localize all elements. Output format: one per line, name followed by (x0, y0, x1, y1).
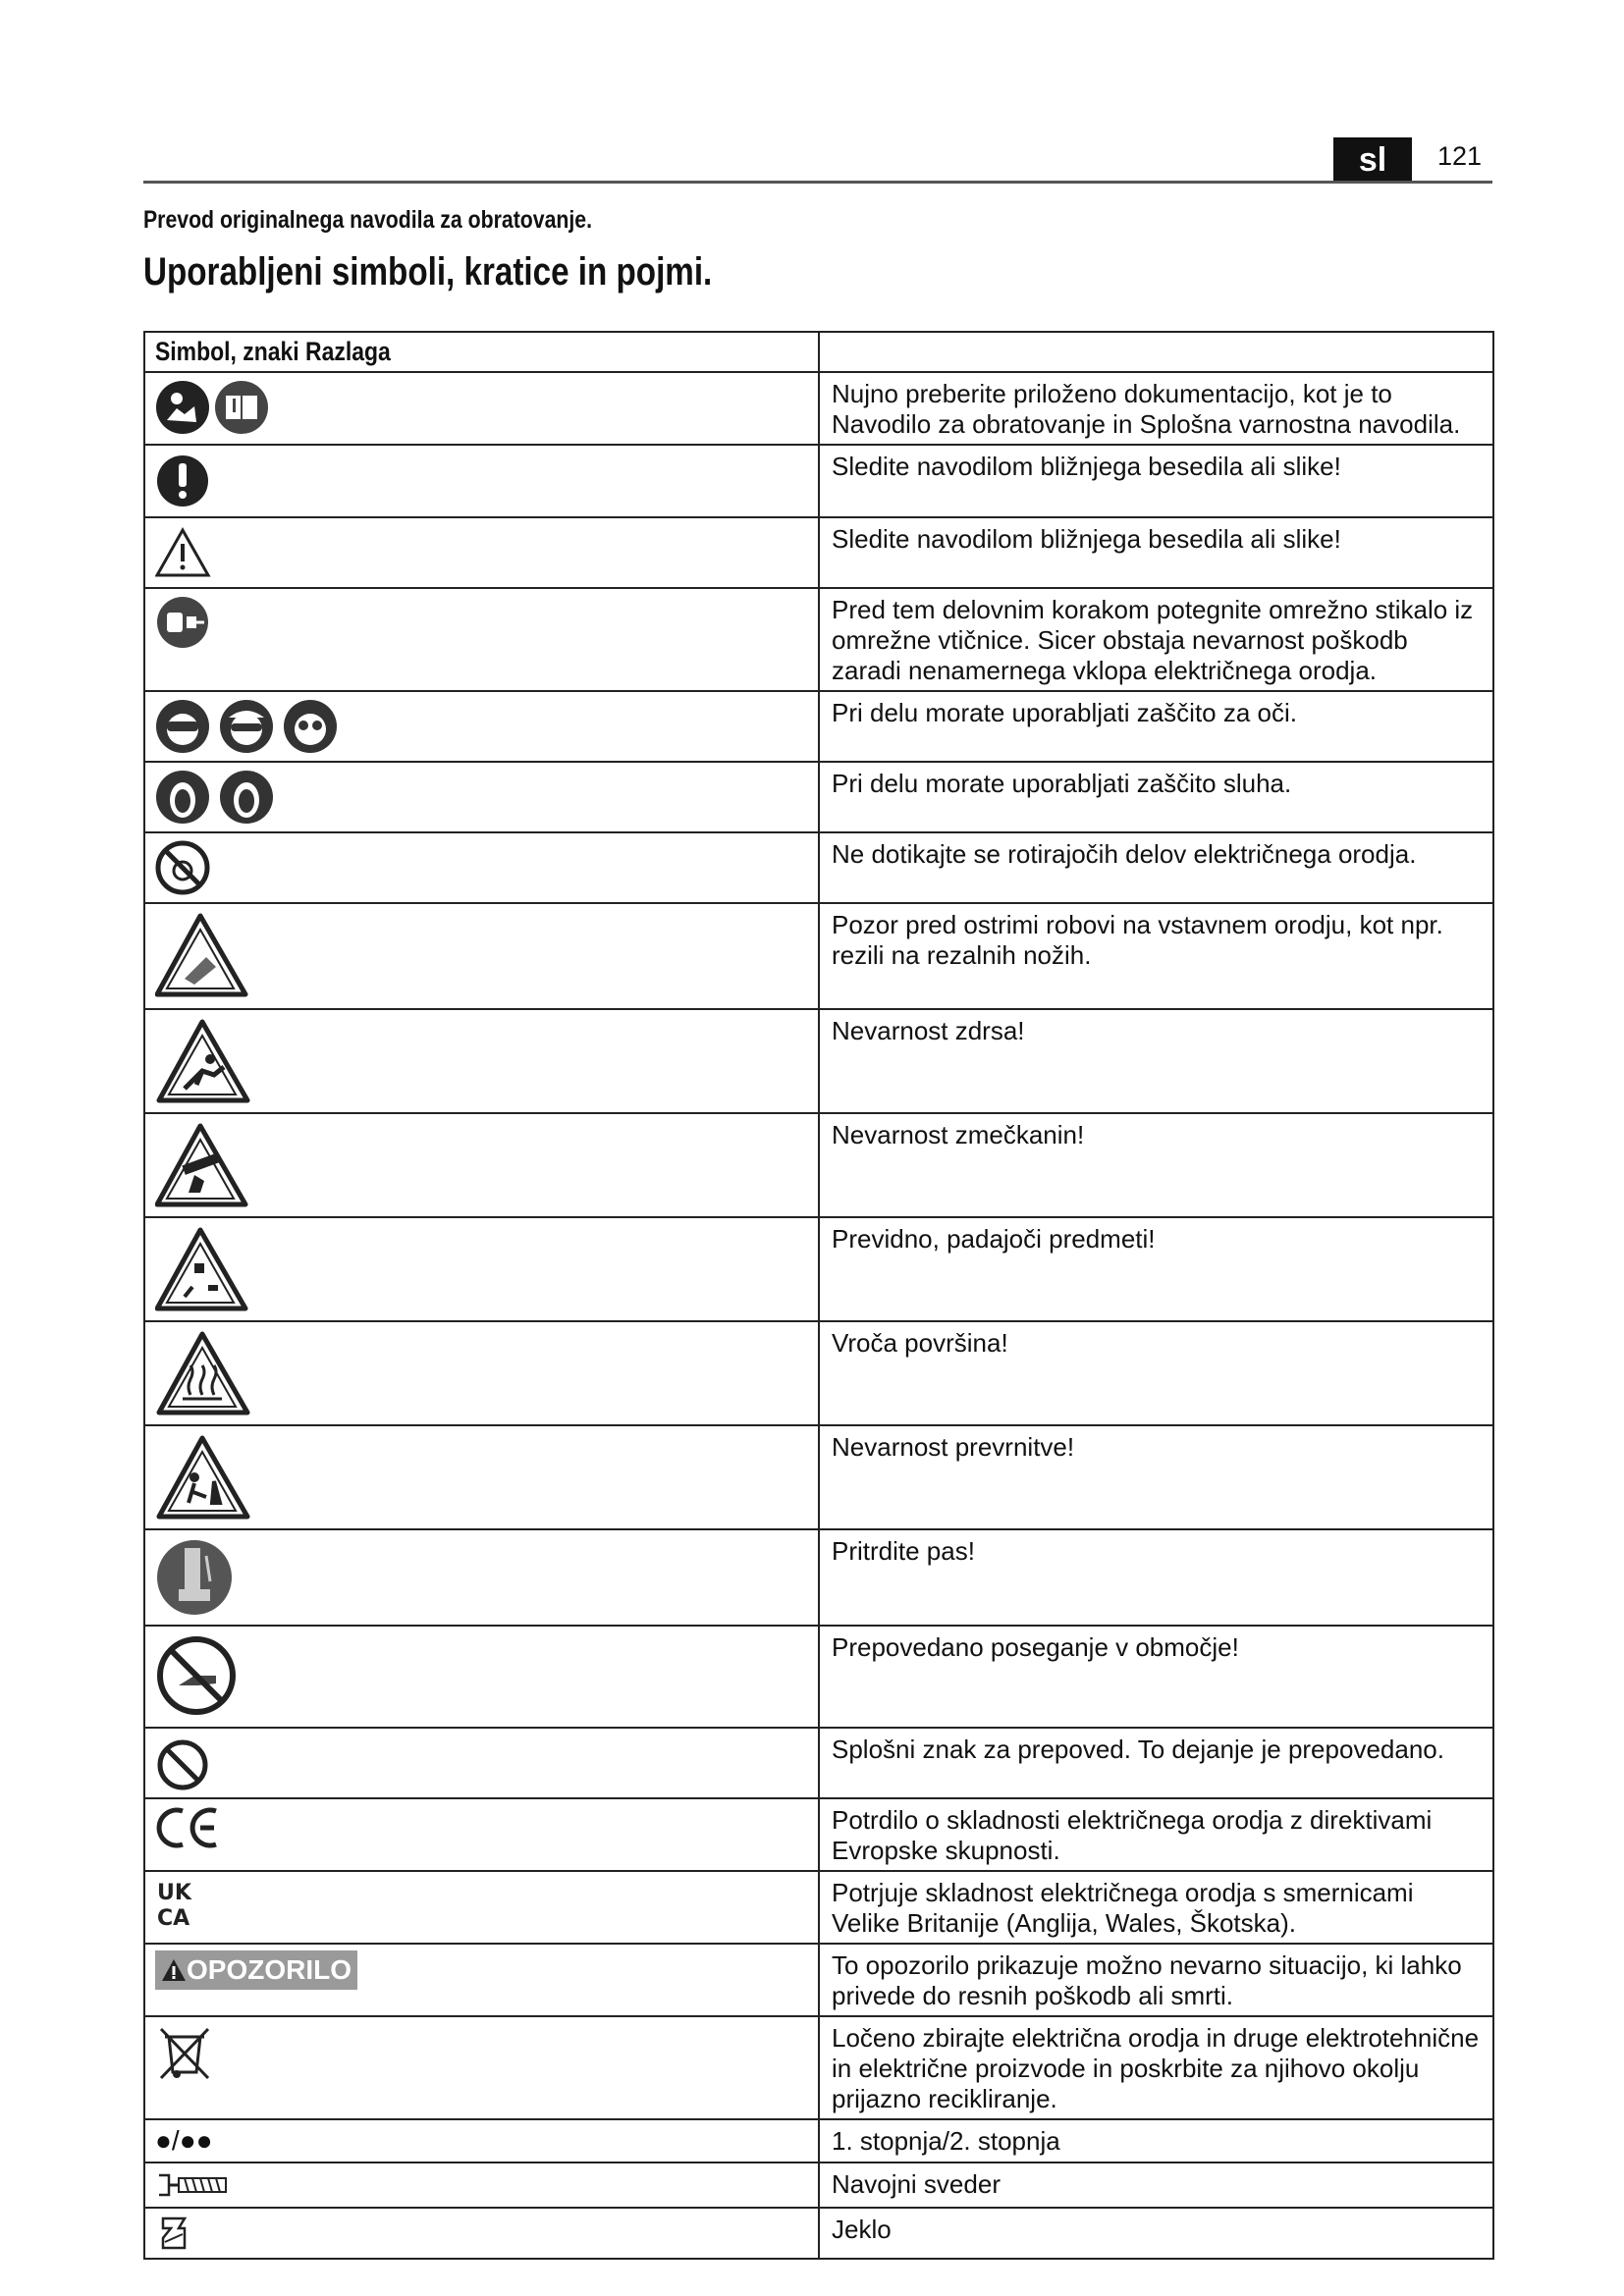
table-row (144, 517, 1493, 588)
symbol-cell (144, 832, 819, 903)
svg-text:CA: CA (157, 1906, 190, 1929)
sharp-edges-icon (155, 910, 253, 927)
symbol-cell (144, 1321, 819, 1425)
symbol-cell (144, 1626, 819, 1728)
description-cell: Prepovedano poseganje v območje! (819, 1626, 1493, 1728)
description-cell: Nujno preberite priloženo dokumentacijo, kot je to Navodilo za obratovanje in Splošna varnostna navodila. (819, 372, 1493, 445)
page-header (143, 137, 1492, 184)
table-row (144, 1798, 1493, 1871)
description-cell: Sledite navodilom bližnjega besedila ali slike! (819, 445, 1493, 517)
description-cell: Pozor pred ostrimi robovi na vstavnem orodju, kot npr. rezili na rezalnih nožih. (819, 903, 1493, 1009)
table-row (144, 1009, 1493, 1113)
table-row (144, 691, 1493, 762)
no-reach-icon (155, 1632, 244, 1649)
symbol-cell (144, 762, 819, 832)
table-row (144, 1871, 1493, 1944)
table-row (144, 1728, 1493, 1798)
table-row (144, 1425, 1493, 1529)
prohibition-icon (155, 1735, 214, 1751)
table-row (144, 2119, 1493, 2163)
description-cell: Splošni znak za prepoved. To dejanje je prepovedano. (819, 1728, 1493, 1798)
strap-icon (155, 1536, 244, 1553)
description-cell: Ločeno zbirajte električna orodja in druge elektrotehnične in električne proizvode in poskrbite za njihovo okolju prijazno recikliranje. (819, 2016, 1493, 2119)
weee-bin-icon (155, 2023, 214, 2040)
symbol-cell (144, 691, 819, 762)
steel-icon (155, 2215, 194, 2231)
symbol-cell (144, 588, 819, 691)
description-cell: Potrdilo o skladnosti električnega orodja z direktivami Evropske skupnosti. (819, 1798, 1493, 1871)
tip-over-icon (155, 1432, 253, 1449)
description-cell: Pri delu morate uporabljati zaščito za oči. (819, 691, 1493, 762)
svg-text:UK: UK (157, 1881, 191, 1905)
document-subtitle: Prevod originalnega navodila za obratovanje. (143, 206, 592, 234)
slip-hazard-icon (155, 1016, 253, 1033)
symbol-cell (144, 517, 819, 588)
table-row (144, 2016, 1493, 2119)
warning-label-icon (155, 1950, 357, 1990)
symbol-cell (144, 372, 819, 445)
section-title: Uporabljeni simboli, kratice in pojmi. (143, 250, 713, 294)
header-symbol: Simbol, znaki Razlaga (144, 332, 819, 372)
table-row (144, 1321, 1493, 1425)
description-cell: Previdno, padajoči predmeti! (819, 1217, 1493, 1321)
table-row (144, 372, 1493, 445)
symbol-cell (144, 2208, 819, 2259)
ear-protection-icon (155, 769, 283, 785)
symbol-cell (144, 1798, 819, 1871)
ukca-mark-icon (155, 1878, 204, 1929)
warning-triangle-icon (155, 524, 214, 541)
table-row (144, 445, 1493, 517)
description-cell: Sledite navodilom bližnjega besedila ali slike! (819, 517, 1493, 588)
symbol-cell (144, 1217, 819, 1321)
crush-hazard-icon (155, 1120, 253, 1137)
description-cell: Pri delu morate uporabljati zaščito sluha. (819, 762, 1493, 832)
symbols-table (143, 331, 1494, 2260)
table-row (144, 1113, 1493, 1217)
hot-surface-icon (155, 1328, 253, 1345)
description-cell: To opozorilo prikazuje možno nevarno situacijo, ki lahko privede do resnih poškodb ali smrti. (819, 1944, 1493, 2016)
symbol-cell (144, 903, 819, 1009)
table-row (144, 2208, 1493, 2259)
description-cell: Nevarnost zdrsa! (819, 1009, 1493, 1113)
page-number: 121 (1437, 141, 1483, 171)
symbol-cell (144, 2163, 819, 2208)
table-row (144, 762, 1493, 832)
description-cell: Navojni sveder (819, 2163, 1493, 2208)
description-cell: Ne dotikajte se rotirajočih delov električnega orodja. (819, 832, 1493, 903)
description-cell: Vroča površina! (819, 1321, 1493, 1425)
no-touch-rotating-icon (155, 839, 214, 856)
description-cell: Pred tem delovnim korakom potegnite omrežno stikalo iz omrežne vtičnice. Sicer obstaja nevarnost poškodb zaradi nenamernega vklopa električnega orodja. (819, 588, 1493, 691)
table-row (144, 832, 1493, 903)
read-manual-icon (155, 379, 273, 396)
description-cell: 1. stopnja/2. stopnja (819, 2119, 1493, 2163)
symbol-cell (144, 1425, 819, 1529)
header-description (819, 332, 1493, 372)
symbol-cell (144, 2119, 819, 2163)
symbol-cell (144, 445, 819, 517)
description-cell: Jeklo (819, 2208, 1493, 2259)
symbol-cell (144, 1113, 819, 1217)
symbol-cell (144, 1529, 819, 1626)
table-row (144, 1529, 1493, 1626)
tap-drill-icon (155, 2169, 234, 2186)
language-badge: sl (1333, 137, 1412, 181)
table-row (144, 1217, 1493, 1321)
mandatory-exclamation-icon (155, 452, 214, 468)
description-cell: Potrjuje skladnost električnega orodja s smernicami Velike Britanije (Anglija, Wales, Škotska). (819, 1871, 1493, 1944)
table-row (144, 1626, 1493, 1728)
symbol-cell (144, 1009, 819, 1113)
eye-protection-icon (155, 698, 342, 715)
table-row (144, 2163, 1493, 2208)
description-cell: Nevarnost zmečkanin! (819, 1113, 1493, 1217)
table-row (144, 1944, 1493, 2016)
table-row (144, 588, 1493, 691)
description-cell: Pritrdite pas! (819, 1529, 1493, 1626)
symbol-cell (144, 1871, 819, 1944)
symbol-cell (144, 2016, 819, 2119)
symbol-cell (144, 1728, 819, 1798)
stage-dots-icon: ●/●● (155, 2125, 213, 2156)
symbol-cell (144, 1944, 819, 2016)
table-row (144, 903, 1493, 1009)
falling-objects-icon (155, 1224, 253, 1241)
description-cell: Nevarnost prevrnitve! (819, 1425, 1493, 1529)
ce-mark-icon (155, 1805, 224, 1822)
table-header-row (144, 332, 1493, 372)
warning-label-text: OPOZORILO (187, 1954, 352, 1985)
unplug-icon (155, 595, 214, 612)
